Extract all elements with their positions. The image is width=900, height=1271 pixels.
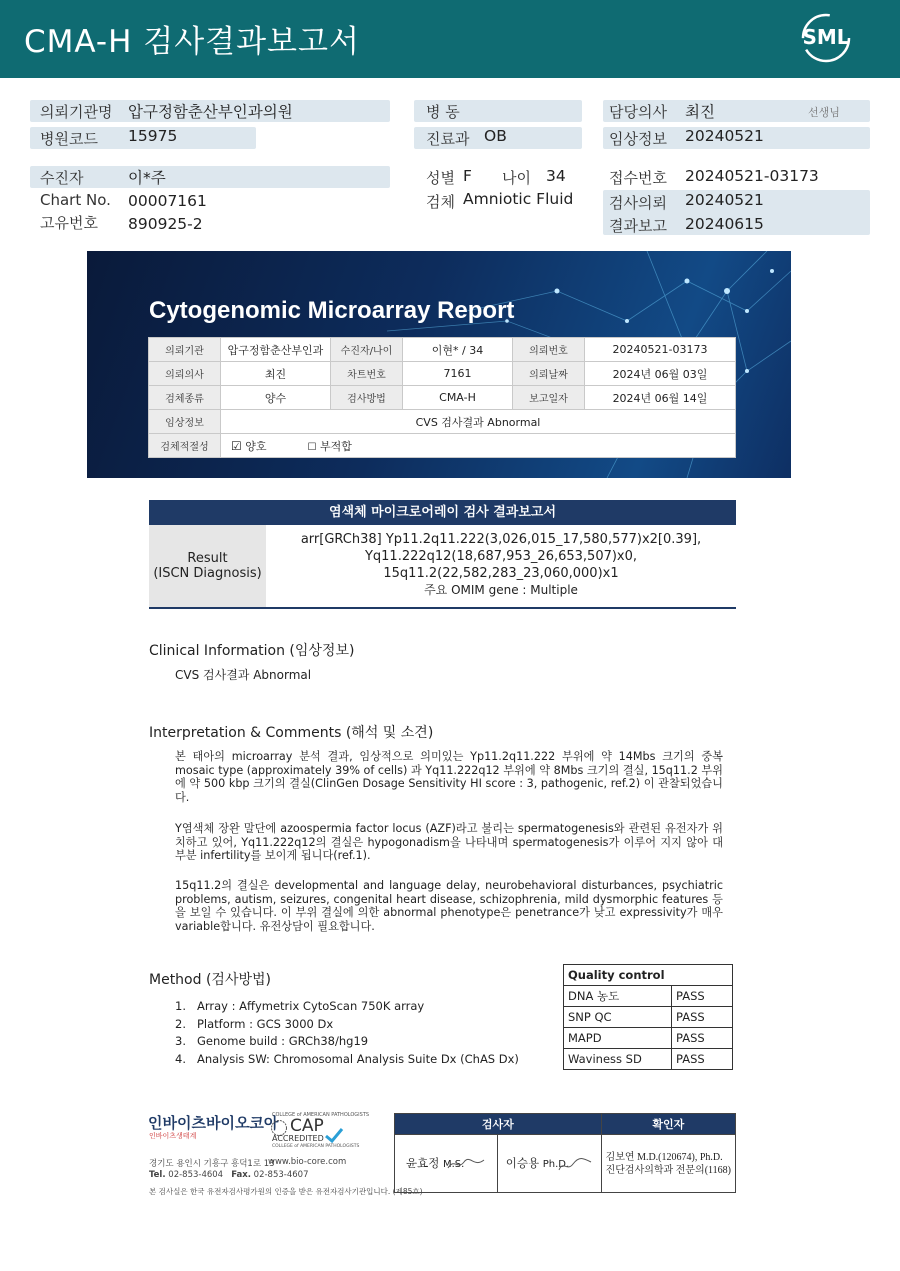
omim-line: 주요 OMIM gene : Multiple <box>424 583 578 597</box>
report-title: CMA-H 검사결과보고서 <box>24 24 360 60</box>
qc-heading: Quality control <box>564 965 733 986</box>
signature-icon <box>446 1156 486 1172</box>
table-row <box>395 1114 736 1135</box>
cap-logo: CAP <box>290 1116 324 1136</box>
table-row <box>564 1049 733 1070</box>
request-label: 검사의뢰 <box>609 194 667 212</box>
cell: SNP QC <box>564 1007 672 1028</box>
sml-logo-text: SML <box>802 25 850 49</box>
interpretation-paragraph: 본 태아의 microarray 분석 결과, 임상적으로 의미있는 Yp11.2q11.222 부위에 약 14Mbs 크기의 중복 mosaic type (approximately 39% of cells) 과 Yq11.222q12 부위에 약 8Mbs 크기의 결실, 15q11.2 부위에 약 500 kbp 크기의 결실(ClinGen Dosage Sensitivity HI score : 3, pathogenic, ref.2) 이 관찰되었습니다. <box>175 750 723 804</box>
quality-control-table <box>563 964 733 1070</box>
cell: 차트번호 <box>331 362 403 386</box>
cell: 검체종류 <box>149 386 221 410</box>
chart-value: 00007161 <box>128 192 207 210</box>
cell: 수진자/나이 <box>331 338 403 362</box>
examiner2-cell: 이승용 Ph.D. <box>497 1135 601 1193</box>
cell: 의뢰의사 <box>149 362 221 386</box>
table-row <box>564 986 733 1007</box>
dept-value: OB <box>484 127 507 145</box>
age-label: 나이 <box>502 169 531 187</box>
cell: 최진 <box>221 362 331 386</box>
unchecked-box-icon: ☐ <box>307 441 317 453</box>
cell: 의뢰날짜 <box>513 362 585 386</box>
website: www.bio-core.com <box>268 1157 347 1167</box>
result-label-line1: Result <box>187 551 228 566</box>
adequacy-cell <box>221 434 736 458</box>
signature-icon <box>557 1156 593 1172</box>
signature-table <box>394 1113 736 1193</box>
clinical-info-text: CVS 검사결과 Abnormal <box>175 668 312 682</box>
result-heading: 염색체 마이크로어레이 검사 결과보고서 <box>149 500 736 525</box>
adequacy-bad: 부적합 <box>320 439 352 453</box>
table-row <box>149 362 736 386</box>
cell: 의뢰번호 <box>513 338 585 362</box>
cell: DNA 농도 <box>564 986 672 1007</box>
iscn-line: arr[GRCh38] Yp11.2q11.222(3,026,015_17,580,577)x2[0.39], <box>300 532 702 547</box>
clinical-value: 20240521 <box>685 127 764 145</box>
institution-value: 압구정함춘산부인과의원 <box>128 103 293 121</box>
confirmer-cell: 김보연 M.D.(120674), Ph.D. 진단검사의학과 전문의(1168) <box>601 1135 735 1193</box>
cap-accredited: ACCREDITED <box>272 1134 324 1143</box>
adequacy-good: 양호 <box>245 439 267 453</box>
cell: 의뢰기관 <box>149 338 221 362</box>
cap-bottom: COLLEGE of AMERICAN PATHOLOGISTS <box>272 1144 360 1149</box>
band-patient <box>30 166 390 188</box>
uid-label: 고유번호 <box>40 214 98 232</box>
cell: MAPD <box>564 1028 672 1049</box>
company-sub: 인바이츠생태계 <box>149 1132 197 1140</box>
table-row <box>395 1135 736 1193</box>
method-list <box>175 998 519 1068</box>
age-value: 34 <box>546 167 566 185</box>
sex-value: F <box>463 167 472 185</box>
cell: 7161 <box>403 362 513 386</box>
cell: 임상정보 <box>149 410 221 434</box>
cell: 20240521-03173 <box>585 338 736 362</box>
list-item: 2. Platform : GCS 3000 Dx <box>175 1016 334 1031</box>
table-row <box>149 386 736 410</box>
table-row <box>564 1028 733 1049</box>
interpretation-paragraph: 15q11.2의 결실은 developmental and language delay, neurobehavioral disturbances, psychiatric problems, autism, seizures, congenital heart disease, schizophrenia, mild dysmorphic features 등을 보일 수 있습니다. 이 부위 결실에 의한 abnormal phenotype은 penetrance가 낮고 expressivity가 매우 variable합니다. 유전상담이 필요합니다. <box>175 879 723 933</box>
specimen-label: 검체 <box>426 193 455 211</box>
cell: Waviness SD <box>564 1049 672 1070</box>
examiner-header: 검사자 <box>395 1114 602 1135</box>
request-info-table <box>148 337 736 458</box>
patient-label: 수진자 <box>40 169 84 187</box>
sex-label: 성별 <box>426 169 455 187</box>
reception-label: 접수번호 <box>609 169 667 187</box>
cell: 검체적절성 <box>149 434 221 458</box>
examiner1-cell: 윤효정 M.S. <box>395 1135 498 1193</box>
result-iscn <box>266 531 736 599</box>
reception-value: 20240521-03173 <box>685 167 819 185</box>
cell: CMA-H <box>403 386 513 410</box>
interpretation-paragraph: Y염색체 장완 말단에 azoospermia factor locus (AZF)라고 불리는 spermatogenesis와 관련된 유전자가 위치하고 있어, Yq11.222q12의 결실은 hypogonadism을 나타내며 spermatogenesis가 이루어 지지 않아 대부분 infertility를 보이게 됩니다(ref.1). <box>175 822 723 863</box>
clinical-label: 임상정보 <box>609 130 667 148</box>
company-logo: 인바이츠바이오코아 <box>148 1114 279 1132</box>
result-divider <box>149 607 736 609</box>
code-label: 병원코드 <box>40 130 98 148</box>
certification-notice: 본 검사실은 한국 유전자검사평가원의 인증을 받은 유전자검사기관입니다. (제85호) <box>149 1187 423 1196</box>
list-item: 1. Array : Affymetrix CytoScan 750K array <box>175 999 425 1013</box>
cell: PASS <box>672 1049 733 1070</box>
banner-title: Cytogenomic Microarray Report <box>149 297 515 324</box>
doctor-suffix: 선생님 <box>808 106 840 119</box>
chart-label: Chart No. <box>40 191 111 209</box>
iscn-line: 15q11.2(22,582,283_23,060,000)x1 <box>383 566 619 581</box>
table-row <box>149 434 736 458</box>
cell: 2024년 06월 03일 <box>585 362 736 386</box>
cell: PASS <box>672 1007 733 1028</box>
report-value: 20240615 <box>685 215 764 233</box>
report-banner <box>87 251 791 478</box>
cell: 이현* / 34 <box>403 338 513 362</box>
doctor-value: 최진 <box>685 103 715 121</box>
interpretation-heading: Interpretation & Comments (해석 및 소견) <box>149 725 434 741</box>
uid-value: 890925-2 <box>128 215 203 233</box>
clinical-info-heading: Clinical Information (임상정보) <box>149 643 355 659</box>
institution-label: 의뢰기관명 <box>40 103 113 121</box>
patient-value: 이*주 <box>128 169 166 187</box>
result-label <box>149 525 266 607</box>
cell: 보고일자 <box>513 386 585 410</box>
cell: 2024년 06월 14일 <box>585 386 736 410</box>
dept-label: 진료과 <box>426 130 470 148</box>
cell: PASS <box>672 986 733 1007</box>
check-icon <box>324 1127 344 1143</box>
doctor-label: 담당의사 <box>609 103 667 121</box>
list-item: 4. Analysis SW: Chromosomal Analysis Suite Dx (ChAS Dx) <box>175 1051 519 1066</box>
specimen-value: Amniotic Fluid <box>463 190 574 208</box>
list-item: 3. Genome build : GRCh38/hg19 <box>175 1034 369 1048</box>
table-row <box>564 1007 733 1028</box>
cell: 압구정함춘산부인과 <box>221 338 331 362</box>
iscn-line: Yq11.222q12(18,687,953_26,653,507)x0, <box>364 549 638 564</box>
header-bar <box>0 0 900 78</box>
cell: CVS 검사결과 Abnormal <box>221 410 736 434</box>
table-row <box>149 338 736 362</box>
cap-top: COLLEGE of AMERICAN PATHOLOGISTS <box>272 1112 370 1118</box>
checked-box-icon: ☑ <box>231 438 242 453</box>
tel-line: Tel. 02-853-4604 Fax. 02-853-4607 <box>149 1170 309 1180</box>
ward-label: 병 동 <box>426 103 460 121</box>
result-label-line2: (ISCN Diagnosis) <box>153 566 262 581</box>
report-label: 결과보고 <box>609 217 667 235</box>
code-value: 15975 <box>128 127 178 145</box>
address: 경기도 용인시 기흥구 흥덕1로 13 <box>149 1159 275 1169</box>
request-value: 20240521 <box>685 191 764 209</box>
cell: 양수 <box>221 386 331 410</box>
table-row <box>149 410 736 434</box>
table-row <box>564 965 733 986</box>
confirmer-header: 확인자 <box>601 1114 735 1135</box>
cell: 검사방법 <box>331 386 403 410</box>
method-heading: Method (검사방법) <box>149 972 271 988</box>
cell: PASS <box>672 1028 733 1049</box>
